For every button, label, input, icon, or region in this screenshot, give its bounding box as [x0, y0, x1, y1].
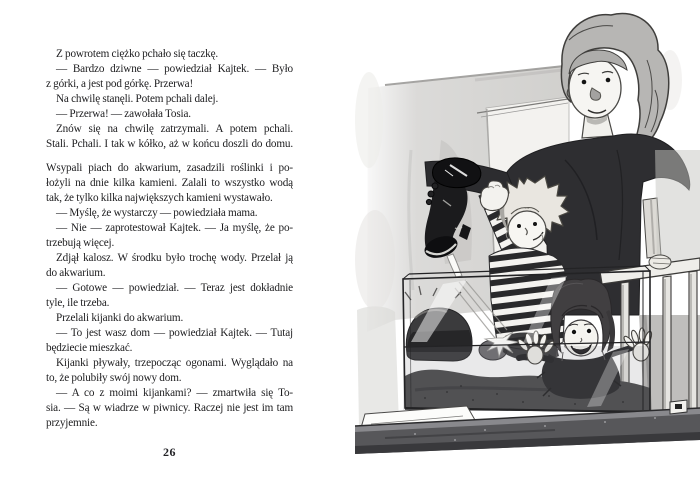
text-line: tak, że tylko kilka największych kamieni wystawało. — [46, 192, 273, 204]
text-line: sia. — Są w wiadrze w piwnicy. Raczej nie jest im tam — [46, 402, 293, 414]
illustration — [355, 0, 700, 470]
text-line: trzebują więcej. — [46, 237, 115, 249]
mother-face — [567, 50, 627, 118]
text-line: Przelali kijanki do akwarium. — [56, 312, 184, 324]
mother-hand — [649, 255, 671, 269]
text-line: z górki, a jest pod górkę. Przerwa! — [46, 78, 194, 90]
text-line: — Gotowe — powiedział. — Teraz jest dokładnie — [56, 282, 293, 294]
page-number: 26 — [163, 445, 176, 459]
text-line: Wsypali piach do akwarium, zasadzili roślinki i po- — [46, 162, 293, 174]
story-text — [46, 47, 293, 431]
text-line: będziecie mieszkać. — [46, 342, 133, 354]
text-line: przyjemnie. — [46, 417, 98, 429]
text-line: — Bardzo dziwne — powiedział Kajtek. — Było — [56, 63, 293, 75]
text-line: łożyli na dnie kilka kamieni. Zalali to wszystko wodą — [46, 177, 293, 189]
text-line: — Nie — zaprotestował Kajtek. — Ja myślę, że po- — [56, 222, 293, 234]
small-object — [670, 400, 687, 414]
text-line: to, że polubiły swój nowy dom. — [46, 372, 182, 384]
text-line: tyle, ile trzeba. — [46, 297, 110, 309]
text-line: Stali. Pchali. I tak w kółko, aż w końcu doszli do domu. — [46, 138, 293, 150]
text-line: Zdjął kalosz. W środku było trochę wody. Przelał ją — [56, 252, 293, 264]
text-line: — A co z moimi kijankami? — zmartwiła się To- — [56, 387, 293, 399]
text-line: — Myślę, że wystarczy — powiedziała mama. — [56, 207, 258, 219]
text-line: Z powrotem ciężko pchało się taczkę. — [56, 48, 219, 60]
text-line: Na chwilę stanęli. Potem pchali dalej. — [56, 93, 219, 105]
text-line: Kijanki pływały, trzepocząc ogonami. Wyglądało na — [56, 357, 293, 369]
text-line: do akwarium. — [46, 267, 106, 279]
text-line: — Przerwa! — zawołała Tosia. — [56, 108, 191, 120]
text-line: Znów się na chwilę zatrzymali. A potem pchali. — [56, 123, 293, 135]
text-line: — To jest wasz dom — powiedział Kajtek. — Tutaj — [56, 327, 293, 339]
